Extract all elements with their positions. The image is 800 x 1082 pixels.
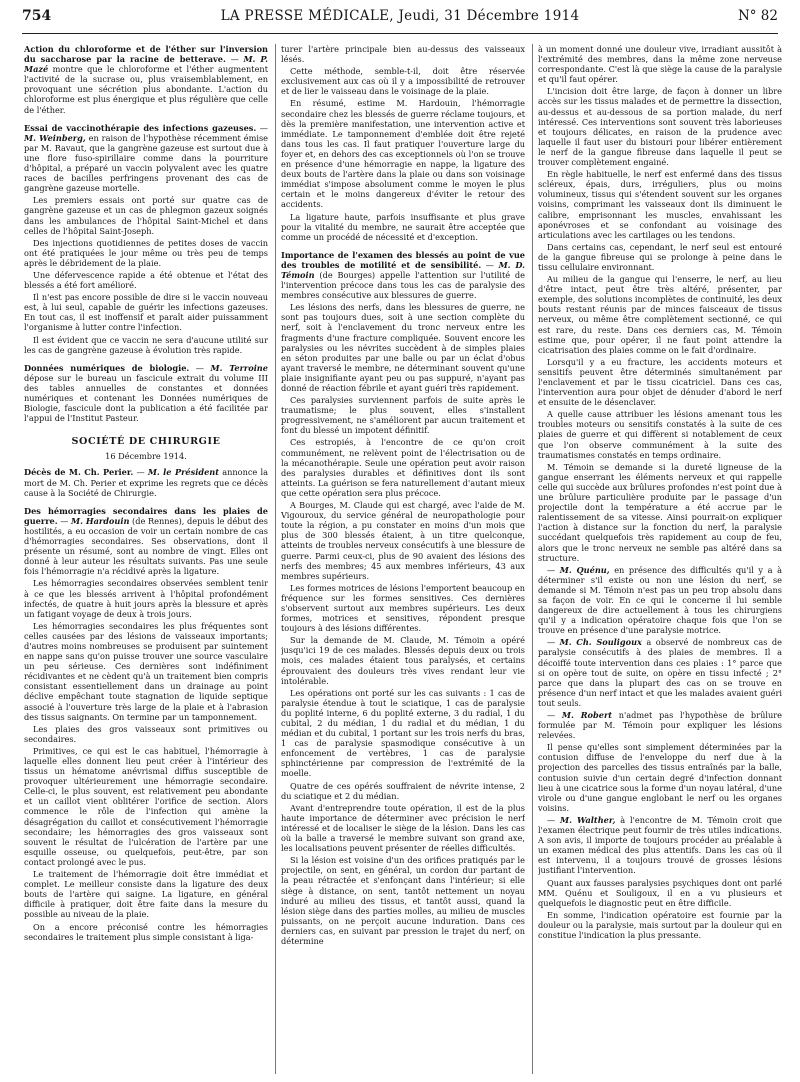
paragraph: Sur la demande de M. Claude, M. Témoin a opéré jusqu'ici 19 de ces malades. Blessés depuis deux ou trois mois, ces malades étaient tous paralysés, et certains éprouvaient des douleurs très vives rendant leur vie intolérable. xyxy=(281,635,525,686)
paragraph: Les premiers essais ont porté sur quatre cas de gangrène gazeuse et un cas de phlegmon gazeux soignés dans les ambulances de l'hôpital Saint-Michel et dans celles de l'hôpital Saint-Joseph. xyxy=(24,195,268,236)
paragraph: Les hémorragies secondaires les plus fréquentes sont celles causées par des lésions de vaisseaux importants; d'autres moins nombreuses se produisent par suintement en nappe sans qu'on puisse trouver une source vasculaire un peu sérieuse. Ces dernières sont indéfiniment récidivantes et ne cèdent qu'à un traitement bien compris consistant essentiellement dans un drainage au point déclive empêchant toute stagnation de liquide septique associé à l'ouverture très large de la plaie et à l'abrasion des tissus saignants. On termine par un tamponnement. xyxy=(24,620,268,722)
paragraph: Les hémorragies secondaires observées semblent tenir à ce que les blessés arrivent à l'hôpital profondément infectés, de quatre à huit jours après la blessure et après un fatigant voyage de deux à trois jours. xyxy=(24,578,268,619)
paragraph-text: montre que le chloroforme et l'éther augmentent l'activité de la sucrase ou, plus vraisemblablement, en provoquant une sécrétion plus abondante. L'action du chloroforme est plus énergique et plus régulière que celle de l'éther. xyxy=(24,64,268,115)
paragraph: Décès de M. Ch. Perier. — M. le Président annonce la mort de M. Ch. Perier et exprime les regrets que ce décès cause à la Société de Chirurgie. xyxy=(24,467,268,498)
paragraph-text: (de Rennes), depuis le début des hostilités, a eu occasion de voir un certain nombre de cas d'hémorragies secondaires. Ses observations, dont il présente un résumé, sont au nombre de vingt. Elles ont donné à leur auteur les résultats suivants. Pas une seule fois l'hémorragie n'a récidivé après la ligature. xyxy=(24,515,268,577)
paragraph: Lorsqu'il y a eu fracture, les accidents moteurs et sensitifs peuvent être déterminés simultanément par l'enclavement et par le tissu cicatriciel. Dans ces cas, l'intervention aura pour objet de dénuder d'abord le nerf et ensuite de le désenclaver. xyxy=(538,356,782,408)
paragraph: Le traitement de l'hémorragie doit être immédiat et complet. Le meilleur consiste dans la ligature des deux bouts de l'artère qui saigne. La ligature, en général difficile à pratiquer, doit être faite dans la mesure du possible au niveau de la plaie. xyxy=(24,869,268,920)
paragraph: Essai de vaccinothérapie des infections gazeuses. — M. Weinberg, en raison de l'hypothèse récemment émise par M. Ravaut, que la gangrène gazeuse est surtout due à une flore fuso-spirillaire comme dans la pourriture d'hôpital, a préparé un vaccin polyvalent avec les quatre races de bacilles perfringens provenant des cas de gangrène gazeuse mortelle. xyxy=(24,122,268,194)
paragraph: Des hémorragies secondaires dans les plaies de guerre. — M. Hardouin (de Rennes), depuis le début des hostilités, a eu occasion de voir un certain nombre de cas d'hémorragies secondaires. Ses observations, dont il présente un résumé, sont au nombre de vingt. Elles ont donné à leur auteur les résultats suivants. Pas une seule fois l'hémorragie n'a récidivé après la ligature. xyxy=(24,505,268,577)
column-right xyxy=(538,44,782,1076)
section-title: Importance de l'examen des blessés au point de vue des troubles de motilité et de sensibilité. xyxy=(281,249,525,270)
paragraph-text: à l'encontre de M. Témoin croit que l'examen électrique peut fournir de très utiles indications. A son avis, il importe de toujours procéder au préalable à un examen médical des plus attentifs. Dans les cas où il est intervenu, il a toujours trouvé de grosses lésions justifiant l'intervention. xyxy=(538,814,782,876)
column-divider xyxy=(275,44,276,1074)
paragraph: turer l'artère principale bien au-dessus des vaisseaux lésés. xyxy=(281,44,525,65)
paragraph: Importance de l'examen des blessés au point de vue des troubles de motilité et de sensibilité. — M. D. Témoin (de Bourges) appelle l'attention sur l'utilité de l'intervention précoce dans tous les cas de paralysie des membres consécutive aux blessures de guerre. xyxy=(281,249,525,301)
author: M. Robert xyxy=(561,710,613,720)
author: M. Quénu, xyxy=(559,564,610,575)
paragraph-text: en raison de l'hypothèse récemment émise par M. Ravaut, que la gangrène gazeuse est surtout due à une flore fuso-spirillaire comme dans la pourriture d'hôpital, a préparé un vaccin polyvalent avec les quatre races de bacilles perfringens provenant des cas de gangrène gazeuse mortelle. xyxy=(24,132,268,194)
paragraph-text: en présence des difficultés qu'il y a à déterminer s'il existe ou non une lésion du nerf, se demande si M. Témoin n'est pas un peu trop absolu dans sa façon de voir. En ce qui le concerne il lui semble dangereux de dire actuellement à tous les chirurgiens qu'il y a indication opératoire chaque fois que l'on se trouve en présence d'une paralysie motrice. xyxy=(538,564,782,636)
paragraph: — M. Quénu, en présence des difficultés qu'il y a à déterminer s'il existe ou non une lésion du nerf, se demande si M. Témoin n'est pas un peu trop absolu dans sa façon de voir. En ce qui le concerne il lui semble dangereux de dire actuellement à tous les chirurgiens qu'il y a indication opératoire chaque fois que l'on se trouve en présence d'une paralysie motrice. xyxy=(538,564,782,636)
paragraph: Les opérations ont porté sur les cas suivants : 1 cas de paralysie étendue à tout le sciatique, 1 cas de paralysie du poplité interne, 6 du poplité externe, 3 du radial, 1 du cubital, 2 du médian, 1 du radial et du médian, 1 du médian et du cubital, 1 portant sur les trois nerfs du bras, 1 cas de paralysie spasmodique consécutive à un enfoncement de vertèbres, 1 cas de paralysie sphinctérienne par compression de l'extrémité de la moelle. xyxy=(281,687,525,779)
header-rule xyxy=(22,33,778,34)
paragraph-text: (de Bourges) appelle l'attention sur l'utilité de l'intervention précoce dans tous les cas de paralysie des membres consécutive aux blessures de guerre. xyxy=(281,269,525,301)
society-heading: SOCIÉTÉ DE CHIRURGIE xyxy=(71,436,221,448)
page-header xyxy=(22,6,778,34)
paragraph: Primitives, ce qui est le cas habituel, l'hémorragie à laquelle elles donnent lieu peut créer à l'intérieur des tissus un hématome anévrismal diffus susceptible de provoquer ultérieurement une hémorragie secondaire. Celle-ci, le plus souvent, est relativement peu abondante et un caillot vient oblitérer l'orifice de section. Alors commence le rôle de l'infection qui amène la désagrégation du caillot et consécutivement l'hémorragie secondaire; les hémorragies des gros vaisseaux sont souvent le résultat de l'ulcération de l'artère par une esquille osseuse, ou quelquefois, peut-être, par son contact prolongé avec le pus. xyxy=(24,745,268,867)
paragraph: Les plaies des gros vaisseaux sont primitives ou secondaires. xyxy=(24,723,268,744)
paragraph: A Bourges, M. Claude qui est chargé, avec l'aide de M. Vigouroux, du service général de neuropathologie pour toute la région, a pu constater en moins d'un mois que plus de 300 blessés étaient, à un titre quelconque, atteints de troubles nerveux consécutifs à une blessure de guerre. Parmi ceux-ci, plus de 90 avaient des lésions des nerfs des membres; 45 aux membres inférieurs, 43 aux membres supérieurs. xyxy=(281,500,525,581)
paragraph: Avant d'entreprendre toute opération, il est de la plus haute importance de déterminer avec précision le nerf intéressé et de localiser le siège de la lésion. Dans les cas où la balle a traversé le membre suivant son grand axe, les localisations peuvent présenter de réelles difficultés. xyxy=(281,802,525,854)
author: M. Terroine xyxy=(210,362,268,373)
paragraph-text: a observé de nombreux cas de paralysie consécutifs à des plaies de membres. Il a décoiffé toute intervention dans ces plaies : 1° parce que si on opère tout de suite, on opère en tissu infecté ; 2° parce que dans la plupart des cas on se trouve en présence d'un nerf intact et que les malades avaient guéri tout seuls. xyxy=(538,637,782,708)
paragraph: Les lésions des nerfs, dans les blessures de guerre, ne sont pas toujours dues, soit à une section complète du nerf, soit à l'enclavement du tronc nerveux entre les fragments d'une fracture compliquée. Souvent encore les paralysies ou les névrites succèdent à de simples plaies en séton produites par une balle ou par un éclat d'obus ayant traversé le membre, ne déterminant souvent qu'une plaie insignifiante ayant peu ou pas suppuré, n'ayant pas donné de réaction fébrile et ayant guéri très rapidement. xyxy=(281,302,525,393)
author: M. P. Mazé xyxy=(24,54,268,75)
journal-title: LA PRESSE MÉDICALE, Jeudi, 31 Décembre 1914 xyxy=(220,8,580,24)
paragraph: Il pense qu'elles sont simplement déterminées par la contusion diffuse de l'enveloppe du nerf due à la projection des parcelles des tissus entraînés par la balle, contusion suivie d'un certain degré d'infection donnant lieu à une cicatrice sous la forme d'un noyau latéral, d'une virole ou d'une gangue englobant le nerf ou les organes voisins. xyxy=(538,742,782,813)
author: M. Weinberg, xyxy=(24,132,86,143)
column-middle xyxy=(281,44,525,1076)
author: M. D. Témoin xyxy=(281,259,525,280)
section-title: Données numériques de biologie. xyxy=(24,362,190,373)
section-title: Essai de vaccinothérapie des infections gazeuses. xyxy=(24,122,257,133)
paragraph: Une défervescence rapide a été obtenue et l'état des blessés a été fort amélioré. xyxy=(24,269,268,291)
paragraph: Il est évident que ce vaccin ne sera d'aucune utilité sur les cas de gangrène gazeuse à évolution très rapide. xyxy=(24,334,268,355)
paragraph: L'incision doit être large, de façon à donner un libre accès sur les tissus malades et de permettre la dissection, au-dessus et au-dessous de sa portion malade, du nerf intéressé. Ces interventions sont souvent très laborieuses et toujours délicates, en raison de la prudence avec laquelle il faut user du bistouri pour libérer entièrement le nerf de la gangue fibreuse dans laquelle il peut se trouver complètement engainé. xyxy=(538,86,782,168)
paragraph: Ces estropiés, à l'encontre de ce qu'on croit communément, ne relèvent point de l'électrisation ou de la mécanothérapie. Seule une opération peut avoir raison des paralysies durables et définitives dont ils sont atteints. La guérison se fera naturellement d'autant mieux que cette opération sera plus précoce. xyxy=(281,437,525,498)
paragraph: — M. Robert n'admet pas l'hypothèse de brûlure formulée par M. Témoin pour expliquer les lésions relevées. xyxy=(538,710,782,741)
paragraph: Si la lésion est voisine d'un des orifices pratiqués par le projectile, on sent, en général, un cordon dur partant de la peau rétractée et s'enfonçant dans l'intérieur; si elle siège à distance, on sent, tantôt nettement un noyau induré au milieu des tissus, et tantôt aussi, quand la lésion siège dans des parties molles, au milieu de muscles puissants, on ne perçoit aucune induration. Dans ces derniers cas, en suivant par pression le trajet du nerf, on détermine xyxy=(281,855,525,946)
paragraph-text: dépose sur le bureau un fascicule extrait du volume III des tables annuelles de constantes et données numériques et contenant les Données numériques de Biologie, fascicule dont la publication a été facilitée par l'appui de l'Institut Pasteur. xyxy=(24,372,268,424)
paragraph: Action du chloroforme et de l'éther sur l'inversion du saccharose par la racine de betterave. — M. P. Mazé montre que le chloroforme et l'éther augmentent l'activité de la sucrase ou, plus vraisemblablement, en provoquant une sécrétion plus abondante. L'action du chloroforme est plus énergique et plus régulière que celle de l'éther. xyxy=(24,44,268,115)
author: M. le Président xyxy=(147,467,220,478)
paragraph: Ces paralysies surviennent parfois de suite après le traumatisme; le plus souvent, elles s'installent progressivement, ne s'améliorent par aucun traitement et font du blessé un impotent définitif. xyxy=(281,395,525,436)
paragraph: — M. Ch. Souligoux a observé de nombreux cas de paralysie consécutifs à des plaies de membres. Il a décoiffé toute intervention dans ces plaies : 1° parce que si on opère tout de suite, on opère en tissu infecté ; 2° parce que dans la plupart des cas on se trouve en présence d'un nerf intact et que les malades avaient guéri tout seuls. xyxy=(538,637,782,708)
paragraph: En résumé, estime M. Hardouin, l'hémorragie secondaire chez les blessés de guerre réclame toujours, et dès la première manifestation, une intervention active et immédiate. Le tamponnement d'emblée doit être rejeté dans tous les cas. Il faut pratiquer l'ouverture large du foyer et, en dehors des cas exceptionnels où l'on se trouve en présence d'une hémorragie en nappe, la ligature des deux bouts de l'artère dans la plaie ou dans son voisinage immédiat s'impose absolument comme le moyen le plus certain et le moins dangereux d'éviter le retour des accidents. xyxy=(281,98,525,210)
page-number: 754 xyxy=(22,8,52,24)
paragraph: Dans certains cas, cependant, le nerf seul est entouré de la gangue fibreuse qui se prolonge à peine dans le tissu cellulaire environnant. xyxy=(538,241,782,272)
paragraph: En somme, l'indication opératoire est fournie par la douleur ou la paralysie, mais surtout par la douleur qui en constitue l'indication la plus pressante. xyxy=(538,909,782,940)
paragraph: Au milieu de la gangue qui l'enserre, le nerf, au lieu d'être intact, peut être très altéré, présenter, par exemple, des solutions incomplètes de continuité, les deux bouts restant réunis par de minces faisceaux de tissus nerveux, ou même être complètement sectionné, ce qui est rare, du reste. Dans ces derniers cas, M. Témoin estime que, pour opérer, il ne faut point attendre la cicatrisation des plaies comme on le fait d'ordinaire. xyxy=(538,274,782,355)
section-title: Action du chloroforme et de l'éther sur l'inversion du saccharose par la racine de betterave. xyxy=(24,44,268,65)
paragraph: A quelle cause attribuer les lésions amenant tous les troubles moteurs ou sensitifs constatés à la suite de ces plaies de guerre et qui diffèrent si notablement de ceux que l'on observe communément à la suite des traumatismes constatés en temps ordinaire. xyxy=(538,409,782,460)
paragraph: M. Témoin se demande si la dureté ligneuse de la gangue enserrant les éléments nerveux et qui rappelle celle qui succède aux brûlures profondes n'est point due à une brûlure particulière produite par le passage d'un projectile dont la température a été accrue par le ralentissement de sa vitesse. Ainsi pourrait-on expliquer l'action à distance sur la fonction du nerf, la paralysie succédant quelquefois très rapidement au coup de feu, alors que le tronc nerveux ne semble pas altéré dans sa structure. xyxy=(538,461,782,563)
paragraph: Quant aux fausses paralysies psychiques dont ont parlé MM. Quénu et Souligoux, il en a vu plusieurs et quelquefois le diagnostic peut en être difficile. xyxy=(538,877,782,908)
paragraph: Il n'est pas encore possible de dire si le vaccin nouveau est, à lui seul, capable de guérir les infections gazeuses. En tout cas, il est inoffensif et paraît aider puissamment l'organisme à lutter contre l'infection. xyxy=(24,292,268,333)
column-left xyxy=(24,44,268,1076)
section-title: Des hémorragies secondaires dans les plaies de guerre. xyxy=(24,505,268,526)
paragraph: Cette méthode, semble-t-il, doit être réservée exclusivement aux cas où il y a impossibilité de retrouver et de lier le vaisseau dans le voisinage de la plaie. xyxy=(281,66,525,97)
author: M. Ch. Souligoux xyxy=(559,637,642,648)
paragraph-text: n'admet pas l'hypothèse de brûlure formulée par M. Témoin pour expliquer les lésions relevées. xyxy=(538,710,782,741)
paragraph: Des injections quotidiennes de petites doses de vaccin ont été pratiquées le jour même ou très peu de temps après le débridement de la plaie. xyxy=(24,237,268,268)
paragraph: On a encore préconisé contre les hémorragies secondaires le traitement plus simple consistant à liga- xyxy=(24,921,268,942)
column-divider xyxy=(532,44,533,1074)
paragraph: Quatre de ces opérés souffraient de névrite intense, 2 du sciatique et 2 du médian. xyxy=(281,780,525,801)
paragraph: Les formes motrices de lésions l'emportent beaucoup en fréquence sur les formes sensitives. Ces dernières s'observent surtout aux membres supérieurs. Les deux formes, motrices et sensitives, répondent presque toujours à des lésions différentes. xyxy=(281,582,525,634)
paragraph: En règle habituelle, le nerf est enfermé dans des tissus scléreux, épais, durs, irréguliers, plus ou moins volumineux, tissus qui s'étendent souvent sur les organes voisins, comprimant les vaisseaux dont ils diminuent le calibre, emprisonnant les muscles, envahissant les aponévroses et se confondant au voisinage des articulations avec les cartilages ou les tendons. xyxy=(538,169,782,240)
section-title: Décès de M. Ch. Perier. xyxy=(24,467,134,478)
issue-number: N° 82 xyxy=(737,8,778,24)
paragraph: à un moment donné une douleur vive, irradiant aussitôt à l'extrémité des membres, dans la même zone nerveuse correspondante. C'est là que siège la cause de la paralysie et qu'il faut opérer. xyxy=(538,44,782,85)
paragraph-text: annonce la mort de M. Ch. Perier et exprime les regrets que ce décès cause à la Société de Chirurgie. xyxy=(24,467,268,498)
session-date: 16 Décembre 1914. xyxy=(105,451,187,462)
paragraph: La ligature haute, parfois insuffisante et plus grave pour la vitalité du membre, ne saurait être acceptée que comme un procédé de nécessité et d'exception. xyxy=(281,211,525,242)
paragraph: — M. Walther, à l'encontre de M. Témoin croit que l'examen électrique peut fournir de très utiles indications. A son avis, il importe de toujours procéder au préalable à un examen médical des plus attentifs. Dans les cas où il est intervenu, il a toujours trouvé de grosses lésions justifiant l'intervention. xyxy=(538,814,782,876)
author: M. Walther, xyxy=(560,814,616,825)
paragraph: Données numériques de biologie. — M. Terroine dépose sur le bureau un fascicule extrait du volume III des tables annuelles de constantes et données numériques et contenant les Données numériques de Biologie, fascicule dont la publication a été facilitée par l'appui de l'Institut Pasteur. xyxy=(24,362,268,424)
author: M. Hardouin xyxy=(71,515,130,526)
